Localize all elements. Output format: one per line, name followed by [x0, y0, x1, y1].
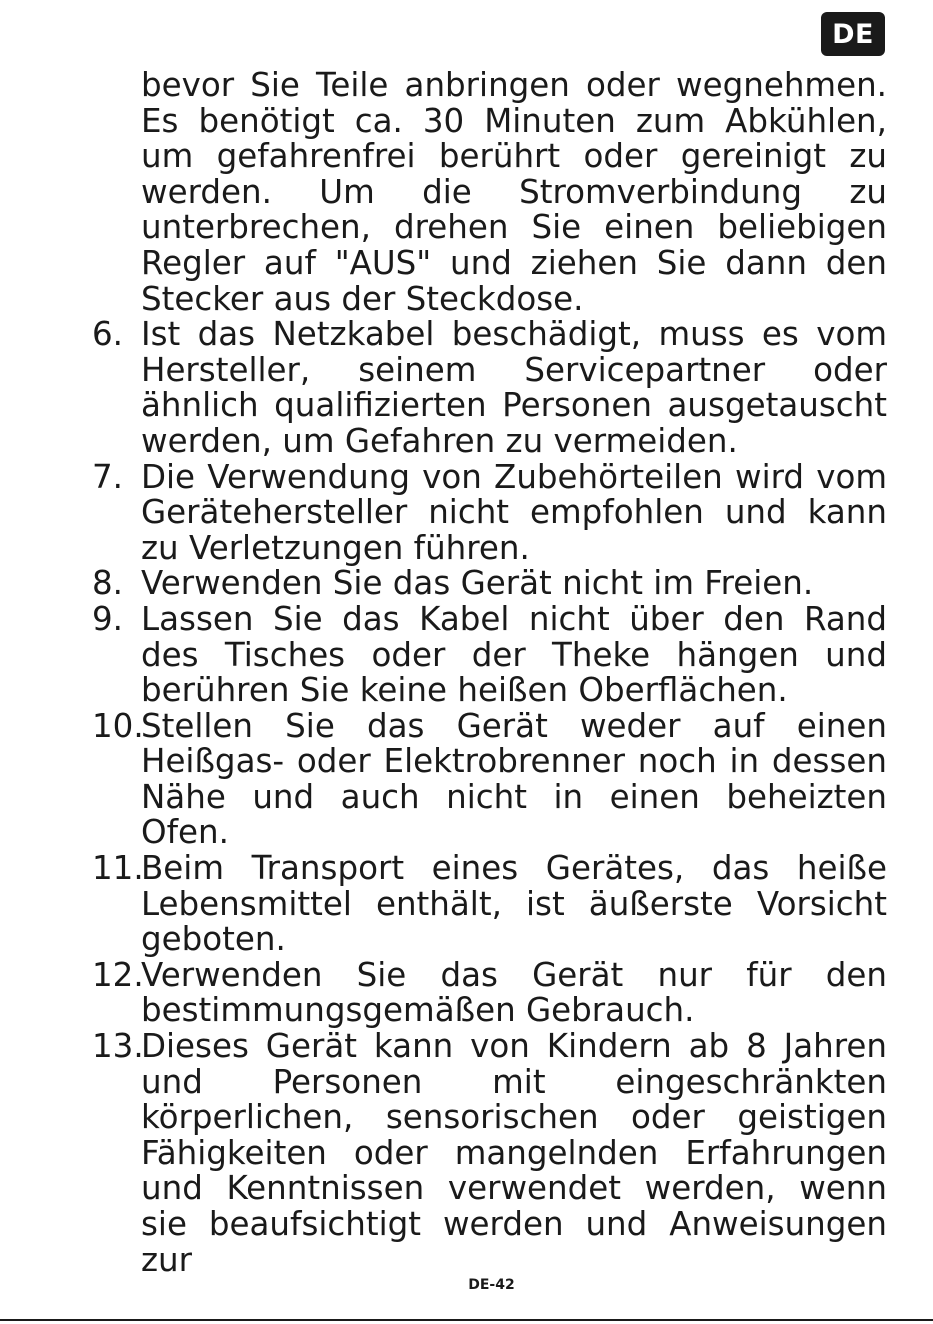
- item-number: 9.: [92, 599, 124, 638]
- item-text: Dieses Gerät kann von Kindern ab 8 Jahren und Personen mit eingeschränkten körperlichen, sensorischen oder geistigen Fähigkeiten oder mangelnden Erfahrungen und Kenntnissen verwendet werden, wenn sie beaufsichtigt werden und Anweisungen zur: [141, 1027, 887, 1279]
- item-text: Verwenden Sie das Gerät nicht im Freien.: [141, 564, 814, 603]
- item-text: Verwenden Sie das Gerät nur für den bestimmungsgemäßen Gebrauch.: [141, 955, 887, 1030]
- list-item-8: [92, 566, 887, 602]
- paragraph-text: bevor Sie Teile anbringen oder wegnehmen. Es benötigt ca. 30 Minuten zum Abkühlen, um gefahrenfrei berührt oder gereinigt zu werden. Um die Stromverbindung zu unterbrechen, drehen Sie einen beliebigen Regler auf "AUS" und ziehen Sie dann den Stecker aus der Steckdose.: [141, 66, 887, 318]
- list-item-9: [92, 599, 887, 710]
- item-number: 8.: [92, 564, 124, 603]
- list-item-13: [92, 1029, 887, 1278]
- list-item-10: [92, 706, 887, 852]
- item-number: 12.: [92, 955, 144, 994]
- item-text: Die Verwendung von Zubehörteilen wird vom Gerätehersteller nicht empfohlen und kann zu Verletzungen führen.: [141, 457, 887, 567]
- item-number: 13.: [92, 1027, 144, 1066]
- list-item-6: [92, 317, 887, 459]
- page-number: DE-42: [468, 1277, 515, 1293]
- list-item-12: [92, 955, 887, 1030]
- item-text: Ist das Netzkabel beschädigt, muss es vom Hersteller, seinem Servicepartner oder ähnlich qualifizierten Personen ausgetauscht werden, um Gefahren zu vermeiden.: [141, 315, 887, 460]
- list-item-11: [92, 851, 887, 958]
- item-number: 11.: [92, 849, 144, 888]
- item-number: 10.: [92, 706, 144, 745]
- continuation-paragraph: [92, 68, 887, 317]
- item-number: 7.: [92, 457, 124, 496]
- list-item-7: [92, 457, 887, 567]
- safety-instructions: [92, 68, 887, 1278]
- item-text: Stellen Sie das Gerät weder auf einen Heißgas- oder Elektrobrenner noch in dessen Nähe und auch nicht in einen beheizten Ofen.: [141, 706, 887, 852]
- language-badge: DE: [821, 12, 885, 56]
- item-text: Beim Transport eines Gerätes, das heiße Lebensmittel enthält, ist äußerste Vorsicht geboten.: [141, 849, 887, 959]
- item-number: 6.: [92, 315, 124, 354]
- item-text: Lassen Sie das Kabel nicht über den Rand des Tisches oder der Theke hängen und berühren Sie keine heißen Oberflächen.: [141, 599, 887, 710]
- bottom-divider: [0, 1319, 933, 1321]
